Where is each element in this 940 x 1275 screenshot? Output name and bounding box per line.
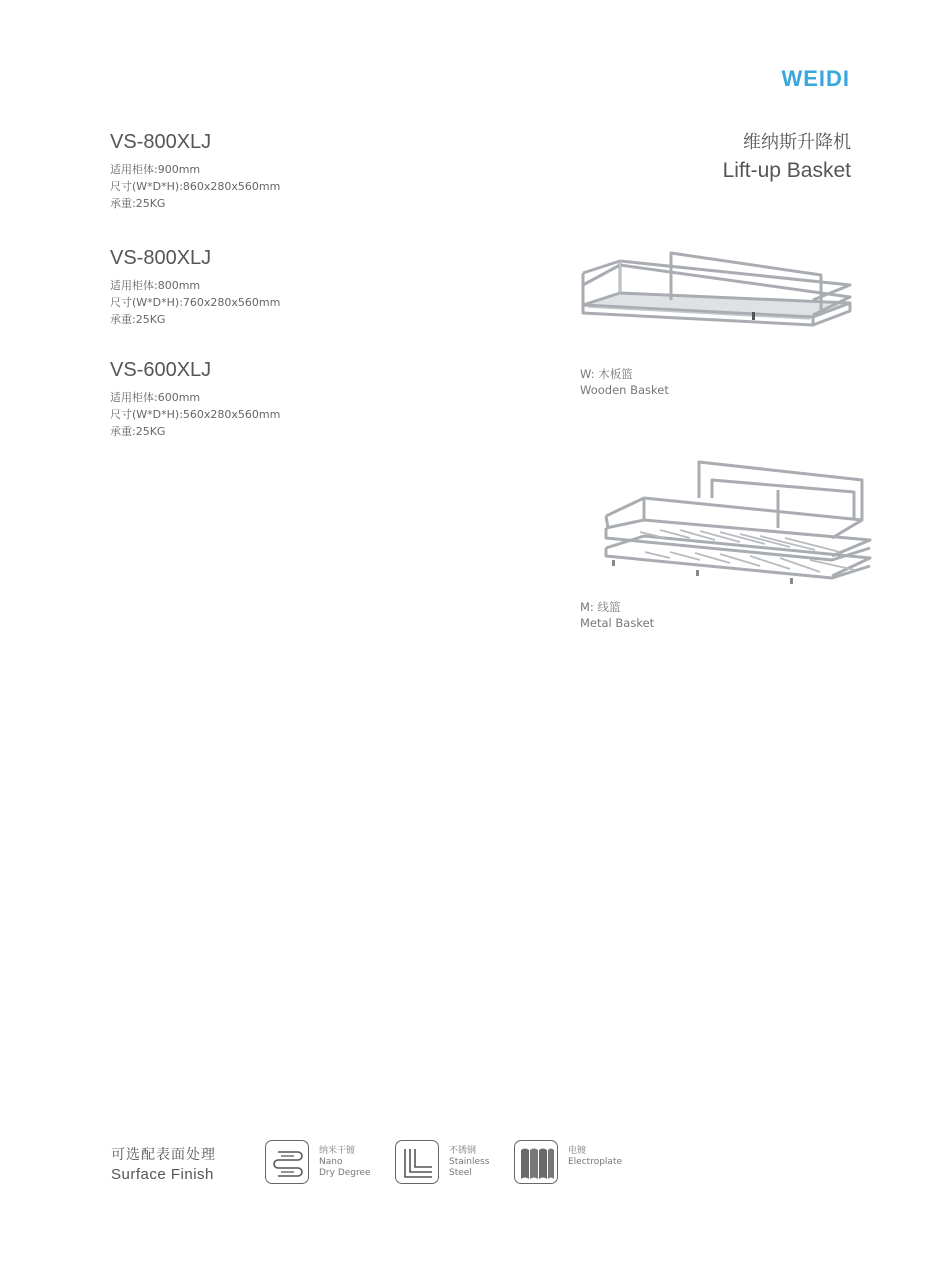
finish-label-en: Dry Degree	[319, 1168, 371, 1178]
spec-cabinet: 适用柜体:800mm	[110, 279, 201, 292]
basket-code: W: 木板篮	[580, 367, 633, 381]
model-spec-3	[110, 358, 450, 440]
model-spec-1	[110, 130, 450, 212]
finish-item-stainless	[395, 1140, 510, 1188]
basket-name: Wooden Basket	[580, 383, 669, 397]
page-title	[723, 130, 851, 186]
finish-item-nano	[265, 1140, 385, 1188]
model-name: VS-800XLJ	[110, 247, 212, 269]
metal-basket-image	[600, 458, 880, 608]
spec-load: 承重:25KG	[110, 313, 166, 326]
finish-title-en: Surface Finish	[111, 1166, 214, 1183]
brand-logo: WEIDI	[781, 66, 850, 91]
title-cn: 维纳斯升降机	[743, 132, 851, 153]
finish-title-cn: 可选配表面处理	[111, 1147, 216, 1163]
nano-coating-icon	[265, 1140, 309, 1184]
model-name: VS-800XLJ	[110, 131, 212, 153]
wooden-basket-image	[578, 245, 858, 370]
finish-label-cn: 纳米干镀	[319, 1146, 356, 1156]
basket-name: Metal Basket	[580, 616, 655, 630]
metal-basket-caption	[580, 599, 654, 631]
spec-size: 尺寸(W*D*H):760x280x560mm	[110, 296, 281, 309]
model-spec-2	[110, 246, 450, 328]
spec-cabinet: 适用柜体:900mm	[110, 163, 201, 176]
finish-label-en: Electroplate	[568, 1157, 623, 1167]
finish-label-cn: 不锈钢	[449, 1146, 477, 1156]
spec-load: 承重:25KG	[110, 425, 166, 438]
basket-code: M: 线篮	[580, 600, 621, 614]
wooden-basket-caption	[580, 366, 669, 398]
stainless-steel-icon	[395, 1140, 439, 1184]
spec-cabinet: 适用柜体:600mm	[110, 391, 201, 404]
spec-size: 尺寸(W*D*H):860x280x560mm	[110, 180, 281, 193]
surface-finish-title	[111, 1146, 216, 1184]
finish-label-en: Stainless	[449, 1157, 490, 1167]
title-en: Lift-up Basket	[722, 159, 851, 182]
model-name: VS-600XLJ	[110, 359, 212, 381]
finish-label-en: Steel	[449, 1168, 472, 1178]
spec-load: 承重:25KG	[110, 197, 166, 210]
finish-label-cn: 电镀	[568, 1146, 587, 1156]
finish-label-en: Nano	[319, 1157, 343, 1167]
finish-item-electroplate	[514, 1140, 639, 1188]
spec-size: 尺寸(W*D*H):560x280x560mm	[110, 408, 281, 421]
electroplate-icon	[514, 1140, 558, 1184]
